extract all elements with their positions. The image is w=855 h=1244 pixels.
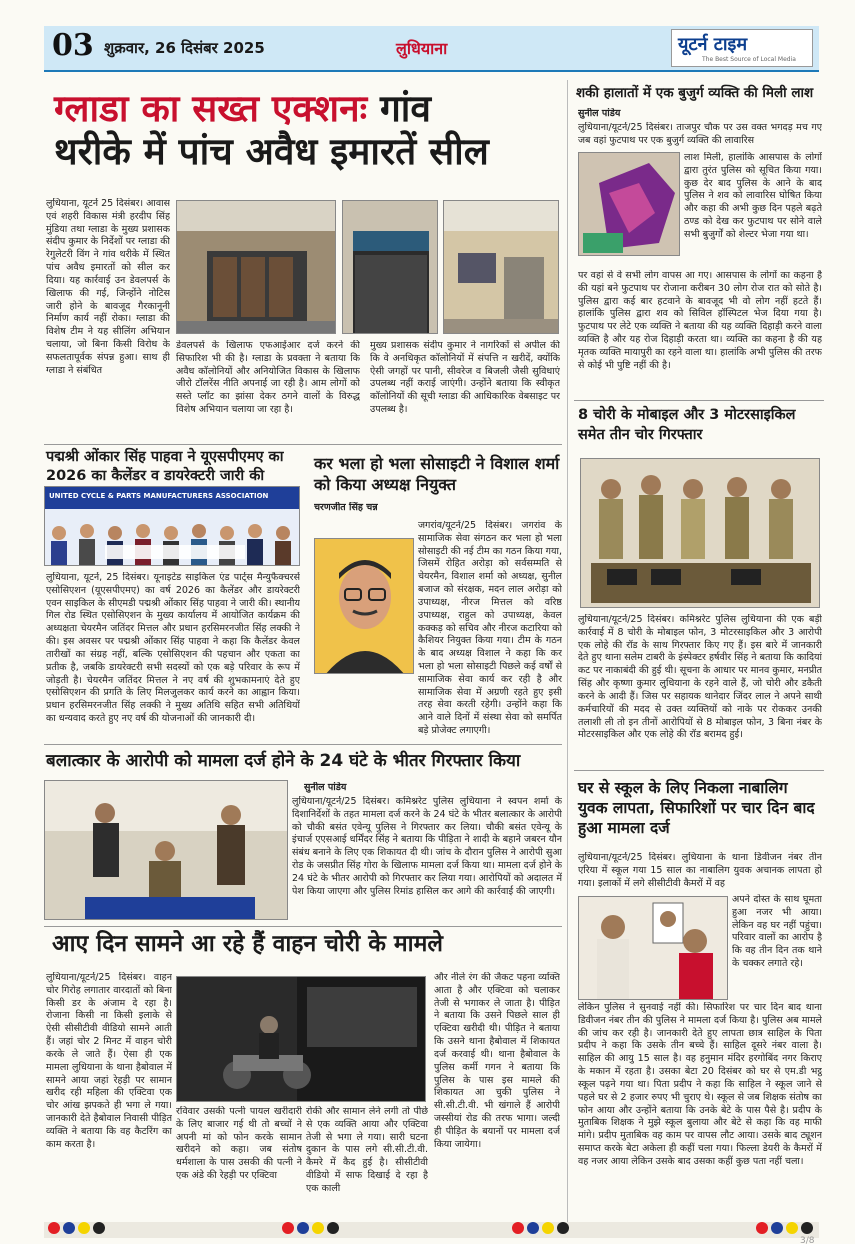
footer-dot (282, 1222, 294, 1234)
story1-photo-building-3 (443, 200, 559, 334)
story1-column-3: मुख्य प्रशासक संदीप कुमार ने नागरिकों से अपील की कि वे अनधिकृत कॉलोनियों में संपत्ति न खरीदें, क्योंकि ऐसी जगहों पर पानी, सीवरेज व बिजली जैसी सुविधाएं उपलब्ध नहीं कराई जाएंगी। उन्होंने बताया कि स्वीकृत कॉलोनियों की सूची ग्लाडा की आधिकारिक वेबसाइट पर उपलब्ध है। (370, 340, 560, 416)
portrait-svg (315, 539, 414, 674)
story4-photo-police-arrest (44, 780, 288, 920)
footer-dot (542, 1222, 554, 1234)
story6-byline: सुनील पांडेय (578, 108, 621, 119)
story1-bottom-rule (44, 444, 562, 445)
footer-dots-center-right (512, 1222, 569, 1238)
blanket-photo-svg (579, 153, 680, 256)
story7-headline: 8 चोरी के मोबाइल और 3 मोटरसाइकिल समेत तीन चोर गिरफ्तार (578, 407, 796, 443)
footer-dot (327, 1222, 339, 1234)
story3-photo-vishal-sharma (314, 538, 414, 674)
story1-headline-black-2: थरीके में पांच अवैध इमारतें सील (54, 129, 489, 173)
story1-column-2: डेवलपर्स के खिलाफ एफआईआर दर्ज करने की सिफारिश भी की है। ग्लाडा के प्रवक्ता ने बताया कि अवैध कॉलोनियों और अनियोजित विकास के खिलाफ जीरो टॉलरेंस नीति अपनाई जा रही है। आम लोगों को सस्ते प्लॉट का झांसा देकर ठगने वालों के विरुद्ध विशेष अभियान चलाया जा रहा है। (176, 340, 360, 416)
cctv-frame-svg (177, 977, 426, 1102)
page-footer (44, 1222, 819, 1238)
story1-photo-building-1 (176, 200, 336, 334)
footer-dot (93, 1222, 105, 1234)
story4-byline: सुनील पांडेय (304, 782, 347, 793)
edition-city: लुधियाना (396, 39, 448, 58)
family-photo-svg (579, 897, 728, 1000)
footer-dots-left (48, 1222, 105, 1238)
footer-dot (48, 1222, 60, 1234)
story3-headline: कर भला हो भला सोसाइटी ने विशाल शर्मा को किया अध्यक्ष नियुक्त (314, 454, 560, 494)
story1-column-1: लुधियाना, यूटर्न 25 दिसंबर। आवास एवं शहरी विकास मंत्री हरदीप सिंह मुंडिया तथा ग्लाडा के मुख्य प्रशासक संदीप कुमार के निर्देशों पर ग्लाडा की रेगुलेटरी विंग ने गांव थरीके में स्थित पांच अवैध इमारतों को सील कर दिया। यह कार्रवाई उन डेवलपर्स के खिलाफ की गई, जिन्होंने नोटिस जारी होने के बावजूद गैरकानूनी निर्माण कार्य नहीं रोका। ग्लाडा की विशेष टीम ने यह सीलिंग अभियान चलाया, जो बिना किसी विरोध के सफलतापूर्वक संपन्न हुआ। साथ ही ग्लाडा ने संबंधित (46, 198, 170, 376)
story7-photo-police-team (580, 458, 820, 608)
building-photo-1-svg (177, 201, 336, 334)
story2-body: लुधियाना, यूटर्न, 25 दिसंबर। यूनाइटेड साइकिल एंड पार्ट्स मैन्युफैक्चरर्स एसोसिएशन (यूएसपीएमए) का वर्ष 2026 का कैलेंडर और डायरेक्टरी एवन साइकिल के सीएमडी पद्मश्री ओंकार सिंह पाहवा ने जारी की। स्थानीय गिल रोड स्थित एसोसिएशन के मुख्य कार्यालय में आयोजित कार्यक्रम की अध्यक्षता चेयरमैन जतिंदर मित्तल और प्रधान हरसिमरनजीत सिंह लक्की ने की। इस अवसर पर पद्मश्री ओंकार सिंह पाहवा ने कहा कि कैलेंडर केवल तारीखों का संग्रह नहीं, बल्कि एसोसिएशन की पहचान और एकता का प्रतीक है, जबकि डायरेक्टरी सभी सदस्यों को एक बड़े परिवार के रूप में जोड़ती है। चेयरमैन जतिंदर मित्तल ने नए वर्ष की शुभकामनाएं देते हुए एसोसिएशन की प्रगति के लिए मिलजुलकर कार्य करने का आह्वान किया। प्रधान हरसिमरनजीत सिंह लक्की ने मुख्य अतिथि सहित सभी अतिथियों का धन्यवाद करते हुए नए वर्ष की योजनाओं की जानकारी दी। (46, 572, 300, 724)
story5-column-2: रविवार उसकी पत्नी पायल खरीदारी के लिए बाजार गई थी तो बच्चों ने अपनी मां को फोन करके सामान खरीदने को कहा। जब संतोष धर्मशाला के पास उसकी की पत्नी ने एक अंडे की रेहड़ी पर एक्टिवा (176, 1106, 302, 1182)
page-marker: 3/8 (800, 1236, 815, 1244)
story6-headline: शकी हालातों में एक बुजुर्ग व्यक्ति की मिली लाश (576, 85, 814, 101)
footer-dot (756, 1222, 768, 1234)
story5-photo-cctv (176, 976, 426, 1102)
police-team-svg (581, 459, 820, 608)
story6-bottom-rule (574, 400, 824, 401)
arrest-photo-svg (45, 781, 288, 920)
story5-column-1: लुधियाना/यूटर्न/25 दिसंबर। वाहन चोर गिरोह लगातार वारदातों को बिना किसी डर के अंजाम दे रहा है। रोजाना किसी ना किसी इलाके से ऐसी सीसीटीवी वीडियो सामने आती हैं। जहां चोर 2 मिनट में वाहन चोरी करके ले जाते हैं। ऐसा ही एक मामला लुधियाना के थाना हैबोवाल में सामने आया जहां रेहड़ी पर सामान खरीद रही महिला की एक्टिवा एक चोर आंख झपकते ही भगा ले गया। जानकारी देते हैबोवाल निवासी पीड़ित व्यक्ति ने बताया कि वह कैटरिंग का काम करता है। (46, 972, 172, 1150)
story1-photo-building-2 (342, 200, 438, 334)
story5-column-3: रोकी और सामान लेने लगी तो पीछे से एक व्यक्ति आया और एक्टिवा तेजी से भगा ले गया। सारी घटना दुकान के पास लगे सी.सी.टी.वी. कैमरे में कैद हुई है। सीसीटीवी वीडियो में साफ दिखाई दे रहा है एक काली (306, 1106, 428, 1194)
story8-headline: घर से स्कूल के लिए निकला नाबालिग युवक लापता, सिफारिशों पर चार दिन बाद हुआ मामला दर्ज (578, 779, 815, 838)
story5-headline: आए दिन सामने आ रहे हैं वाहन चोरी के मामले (52, 931, 443, 957)
story2-headline: पद्मश्री ओंकार सिंह पाहवा ने यूएसपीएमए का 2026 का कैलेंडर व डायरेक्टरी जारी की (46, 449, 284, 484)
story8-photo-family (578, 896, 728, 1000)
story6-beside-photo: लाश मिली, हालांकि आसपास के लोगों द्वारा तुरंत पुलिस को सूचित किया गया। कुछ देर बाद पुलिस के आने के बाद पुलिस ने शव को लावारिस घोषित किया और कहा की अभी कुछ दिन पहले बढ़ते ठण्ड को देख कर फुटपाथ पर सोने वाले सभी बुजुर्गों को शेल्टर भेजा गया था। (684, 152, 822, 240)
story3-byline: चरणजीत सिंह चन्न (314, 502, 378, 513)
story1-headline-red: ग्लाडा का सख्त एक्शनः (54, 87, 368, 130)
issue-date: शुक्रवार, 26 दिसंबर 2025 (104, 39, 265, 57)
page-number: 03 (52, 28, 94, 63)
footer-dot (63, 1222, 75, 1234)
story1-headline (54, 88, 559, 173)
footer-dot (527, 1222, 539, 1234)
footer-dot (801, 1222, 813, 1234)
story3-bottom-rule (44, 744, 562, 745)
story4-headline: बलात्कार के आरोपी को मामला दर्ज होने के 24 घंटे के भीतर गिरफ्तार किया (46, 751, 521, 771)
story1-headline-black-1: गांव (379, 87, 431, 130)
story6-lead: लुधियाना/यूटर्न/25 दिसंबर। ताजपुर चौक पर उस वक्त भगदड़ मच गए जब वहां फुटपाथ पर एक बुजुर्ग व्यक्ति की लावारिस (578, 122, 822, 146)
page-header (44, 26, 819, 72)
story8-beside-photo: अपने दोस्त के साथ घूमता हुआ नजर भी आया। लेकिन वह घर नहीं पहुंचा। परिवार वालों का आरोप है कि वह तीन दिन तक थाने के चक्कर लगाते रहे। (732, 894, 822, 970)
footer-dot (786, 1222, 798, 1234)
story7-body: लुधियाना/यूटर्न/25 दिसंबर। कमिश्नरेट पुलिस लुधियाना की एक बड़ी कार्रवाई में 8 चोरी के मोबाइल फोन, 3 मोटरसाइकिल और 3 आरोपी एक लोहे की रॉड के साथ गिरफ्तार किए गए हैं। इस बारे में जानकारी देते हुए थाना सलेम टाबरी के इंस्पेक्टर हर्षवीर सिंह ने बताया कि कादियां कट पर नाकाबंदी की हुई थी। सूचना के आधार पर मानव कुमार, मनप्रीत सिंह और कृष्णा कुमार लुधियाना के रहने वाले हैं, जो चोरी और डकैती करने के आदी हैं। जिस पर सहायक थानेदार जिंदर लाल ने अपने साथी कर्मचारियों की मदद से उक्त व्यक्तियों को नाके पर रोककर उनकी तलाशी ली तो इन तीनों आरोपियों से 8 मोबाइल फोन, 3 बिना नंबर के मोटरसाइकिल और एक लोहे की रॉड बरामद हुई। (578, 614, 822, 741)
association-banner-text: UNITED CYCLE & PARTS MANUFACTURERS ASSOCIATION (49, 492, 269, 500)
footer-dot (771, 1222, 783, 1234)
story6-body: पर वहां से वे सभी लोग वापस आ गए। आसपास के लोगों का कहना है की यहां बने फुटपाथ पर रोजाना करीबन 30 लोग रोज रात को सोते है। पुलिस द्वारा कई बार हटवाने के बावजूद भी वो लोग नहीं हटते हैं। हालांकि पुलिस द्वारा शव को सिविल हॉस्पिटल भेज दिया गया है। फुटपाथ पर लेटे एक व्यक्ति ने बताया की यह व्यक्ति दिहाड़ी करने वाला व्यक्ति है और यह रोज दिहाड़ी करता था। व्यक्ति का कहना है की यह मृतक व्यक्ति मायापुरी का रहने वाला था। हालांकि अभी पुलिस की तरफ से कोई भी पुष्टि नहीं की है। (578, 270, 822, 371)
masthead-tagline: The Best Source of Local Media (702, 56, 796, 63)
story3-body: जगरांव/यूटर्न/25 दिसंबर। जगरांव के सामाजिक सेवा संगठन कर भला हो भला सोसाइटी की नई टीम का गठन किया गया, जिसमें रोहित अरोड़ा को सर्वसम्मति से चेयरमैन, विशाल शर्मा को अध्यक्ष, सुनील बजाज को संरक्षक, मदन लाल अरोड़ा को उपाध्यक्ष, नीरज मित्तल को वरिष्ठ उपाध्यक्ष, राहुल को उपाध्यक्ष, केवल कक्कड़ को सचिव और नीरज कटारिया को कैशियर नियुक्त किया गया। टीम के गठन के बाद अध्यक्ष विशाल ने कहा कि कर भला हो भला सोसाइटी पिछले कई वर्षों से सामाजिक सेवा कार्य कर रही है और सामाजिक सेवा में अग्रणी रहते हुए इसी तरह सेवा करती रहेगी। उन्होंने कहा कि आने वाले दिनों में संस्था सेवा को समर्पित बड़े प्रोजेक्ट लगाएगी। (418, 520, 562, 736)
footer-dot (312, 1222, 324, 1234)
story8-body: लेकिन पुलिस ने सुनवाई नहीं की। सिफारिश पर चार दिन बाद थाना डिवीजन नंबर तीन की पुलिस ने मामला दर्ज किया है। पुलिस अब मामले की जांच कर रही है। जानकारी देते हुए लापता छात्र साहिल के पिता प्रदीप ने कहा कि उसके तीन बच्चे हैं। साहिल दूसरे नंबर वाला है। साहिल की आयु 15 साल है। वह हनुमान मंदिर हरगोबिंद नगर किराए के मकान में रहता है। उसका बेटा 20 दिसंबर को घर से एम.डी भट्ठ स्कूल पढ़ने गया था। पिता प्रदीप ने कहा कि साहिल ने स्कूल जाने से पहले घर से 2 हजार रुपए भी चुराए थे। स्कूल से जब शिक्षक संतोष का फोन आया और उन्होंने बताया कि उनके बेटे के पास पैसे है। प्रदीप के मुताबिक शिक्षक ने मुझे स्कूल बुलाया और बेटे से कहा कि वह माफी मांगे। प्रदीप मुताबिक वह काम पर वापस लौट आया। उसके बाद ट्यूशन समाप्त करके बेटा अकेला ही कहीं चला गया। फिल्ला डेयरी के कैमरों में वह नजर आया लेकिन उसके बाद उसका कहीं कुछ पता नहीं चला। (578, 1002, 822, 1167)
column-divider (567, 80, 568, 1230)
footer-dot (297, 1222, 309, 1234)
story4-bottom-rule (44, 926, 562, 927)
story7-bottom-rule (574, 770, 824, 771)
footer-dots-center-left (282, 1222, 339, 1238)
story4-body: लुधियाना/यूटर्न/25 दिसंबर। कमिश्नरेट पुलिस लुधियाना ने स्वपन शर्मा के दिशानिर्देशों के तहत मामला दर्ज करने के 24 घंटे के भीतर बलात्कार के आरोपी को चौकी बसंत एवेन्यू पुलिस ने गिरफ्तार कर लिया। चौकी बसंत एवेन्यू के इंचार्ज एएसआई धर्मिंदर सिंह ने बताया कि पीड़िता ने शादी के बहाने जबरन यौन संबंध बनाने के लिए एक शिकायत दी थी। जांच के दौरान पुलिस ने आरोपी सुआ रोड के जसप्रीत सिंह गोरा के खिलाफ मामला दर्ज किया था। मामला दर्ज होने के 24 घंटे के भीतर आरोपी को गिरफ्तार कर लिया गया। आरोपियों को अदालत में पेश किया जाएगा और पुलिस रिमांड हासिल कर आगे की कार्रवाई की जाएगी। (292, 796, 562, 897)
footer-dot (78, 1222, 90, 1234)
building-photo-2-svg (343, 201, 438, 334)
story6-photo-body-found (578, 152, 680, 256)
story8-lead: लुधियाना/यूटर्न/25 दिसंबर। लुधियाना के थाना डिवीजन नंबर तीन एरिया में स्कूल गया 15 साल का नाबालिग युवक अचानक लापता हो गया। इलाकों में लगे सीसीटीवी कैमरों में वह (578, 852, 822, 889)
masthead-logo (671, 29, 813, 67)
footer-dot (557, 1222, 569, 1234)
footer-dot (512, 1222, 524, 1234)
story2-photo-calendar-release (44, 486, 300, 566)
story5-column-4: और नीले रंग की जैकट पहना व्यक्ति आता है और एक्टिवा को चलाकर तेजी से भगाकर ले जाता है। पीड़ित ने बताया कि उसने पिछले साल ही एक्टिवा खरीदी थी। पीड़ित ने बताया कि उसने थाना हैबोवाल में शिकायत दर्ज करवाई थी। थाना हैबोवाल के पुलिस कर्मी गगन ने बताया कि पुलिस के पास इस मामले की शिकायत आ चुकी पुलिस ने सी.सी.टी.वी. भी खंगाले हैं आरोपी जस्सीयां रोड की तरफ भागा। जल्दी ही पीड़ित के बयानों पर मामला दर्ज किया जायेगा। (434, 972, 560, 1150)
masthead-title: यूटर्न टाइम (678, 34, 748, 55)
building-photo-3-svg (444, 201, 559, 334)
